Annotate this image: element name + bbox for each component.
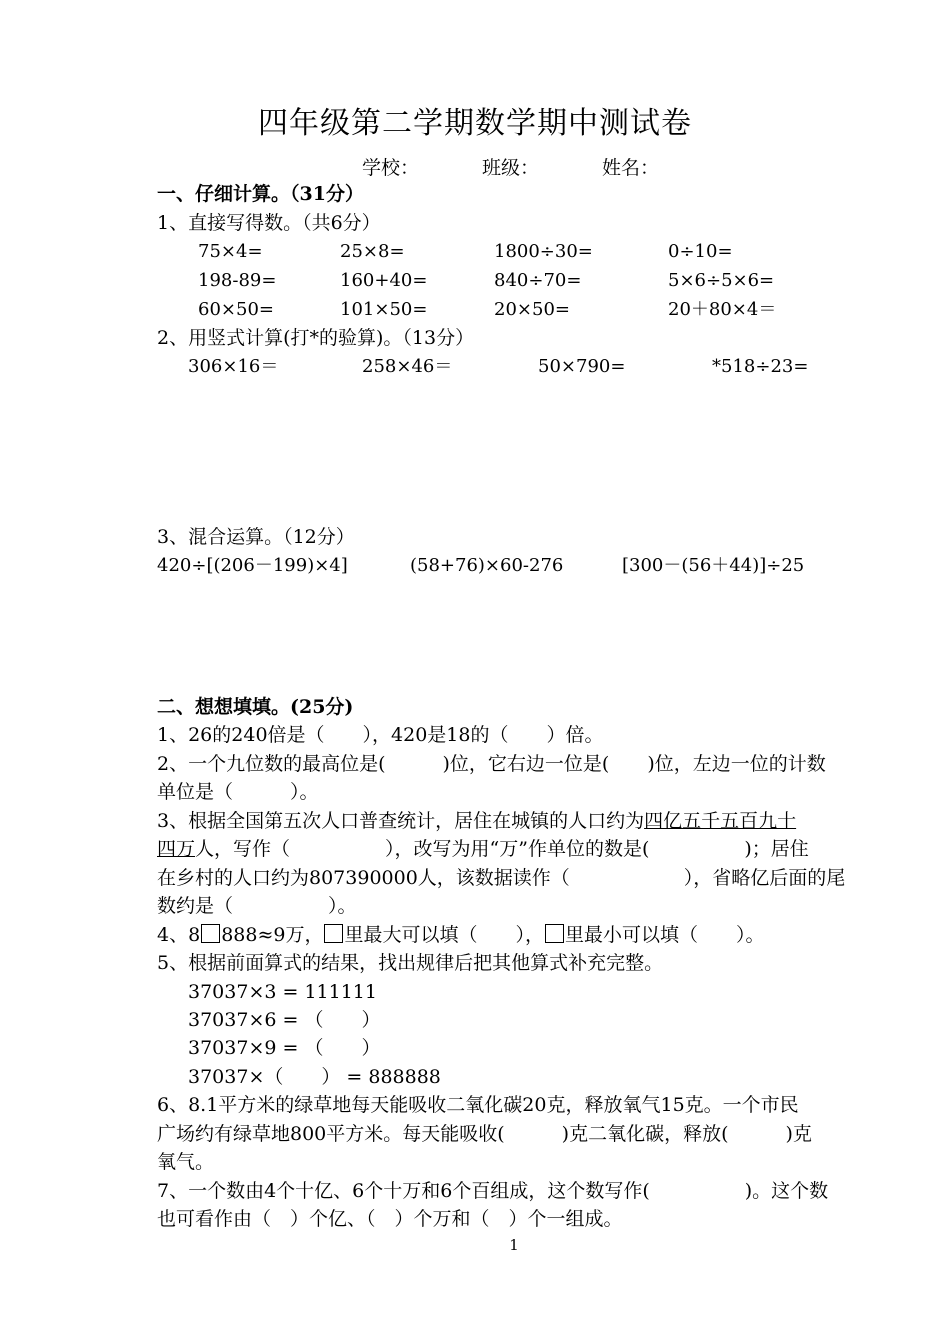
fill-q4-text: 888≈9万， [221, 924, 324, 946]
vertical-calc-item: 306×16＝ [188, 356, 279, 377]
mixed-calc-item: 420÷[(206－199)×4] [157, 555, 348, 576]
q3-label: 3、混合运算。（12分） [157, 526, 355, 548]
fill-q3-text: 3、根据全国第五次人口普查统计，居住在城镇的人口约为 [157, 810, 645, 832]
mixed-calc-item: [300－(56＋44)]÷25 [622, 555, 805, 576]
section-2-heading: 二、想想填填。(25分) [157, 696, 354, 718]
fill-q3-text: 人，写作（ ），改写为用“万”作单位的数是( )；居住 [195, 838, 809, 860]
calc-item: 840÷70= [494, 270, 582, 291]
fill-q6-line1: 6、8.1平方米的绿草地每天能吸收二氧化碳20克，释放氧气15克。一个市民 [157, 1094, 799, 1116]
student-info [362, 154, 659, 182]
vertical-calc-item: 50×790= [538, 356, 626, 377]
fill-q3-line2 [157, 835, 877, 863]
vertical-calc-item: *518÷23= [712, 356, 809, 377]
calc-item: 60×50= [198, 299, 274, 320]
fill-q2-line2: 单位是（ ）。 [157, 781, 319, 803]
answer-box[interactable] [324, 924, 343, 943]
calc-item: 0÷10= [668, 241, 733, 262]
pattern-line: 37037×3 = 111111 [188, 981, 377, 1003]
fill-q4-text: 里最大可以填（ ）， [344, 924, 544, 946]
calc-item: 198-89= [198, 270, 277, 291]
fill-q7-line2: 也可看作由（ ）个亿、（ ）个万和（ ）个一组成。 [157, 1208, 623, 1230]
class-label: 班级： [482, 157, 540, 179]
calc-item: 20＋80×4＝ [668, 299, 777, 320]
answer-box[interactable] [545, 924, 564, 943]
page-title: 四年级第二学期数学期中测试卷 [258, 106, 692, 141]
fill-q6-line2: 广场约有绿草地800平方米。每天能吸收( )克二氧化碳，释放( )克 [157, 1123, 812, 1145]
answer-box[interactable] [201, 924, 220, 943]
fill-q7-line1: 7、一个数由4个十亿、6个十万和6个百组成，这个数写作( )。这个数 [157, 1180, 829, 1202]
pattern-line: 37037×6 = （ ） [188, 1009, 381, 1031]
fill-q6-line3: 氧气。 [157, 1151, 215, 1173]
fill-q3-line3: 在乡村的人口约为807390000人，该数据读作（ ），省略亿后面的尾 [157, 867, 846, 889]
fill-q4-text: 4、8 [157, 924, 201, 946]
pattern-line: 37037×（ ） = 888888 [188, 1066, 441, 1088]
name-label: 姓名： [602, 157, 660, 179]
section-1-heading: 一、仔细计算。（31分） [157, 183, 364, 205]
vertical-calc-item: 258×46＝ [362, 356, 453, 377]
fill-q5: 5、根据前面算式的结果，找出规律后把其他算式补充完整。 [157, 952, 664, 974]
underlined-number-words: 四亿五千五百九十 [644, 810, 797, 832]
q1-label: 1、直接写得数。（共6分） [157, 212, 381, 234]
fill-q4 [157, 921, 877, 949]
fill-q1: 1、26的240倍是（ ），420是18的（ ）倍。 [157, 724, 604, 746]
calc-item: 25×8= [340, 241, 405, 262]
fill-q3-line1 [157, 807, 877, 835]
calc-item: 1800÷30= [494, 241, 593, 262]
fill-q2-line1: 2、一个九位数的最高位是( )位，它右边一位是( )位，左边一位的计数 [157, 753, 826, 775]
calc-item: 160+40= [340, 270, 428, 291]
fill-q3-line4: 数约是（ ）。 [157, 895, 357, 917]
mixed-calc-item: (58+76)×60-276 [410, 555, 564, 576]
calc-item: 101×50= [340, 299, 428, 320]
calc-item: 20×50= [494, 299, 570, 320]
calc-item: 75×4= [198, 241, 263, 262]
fill-q4-text: 里最小可以填（ ）。 [564, 924, 765, 946]
school-label: 学校： [362, 157, 420, 179]
underlined-number-words: 四万 [157, 838, 196, 860]
pattern-line: 37037×9 = （ ） [188, 1037, 381, 1059]
calc-item: 5×6÷5×6= [668, 270, 775, 291]
page-number: 1 [509, 1236, 519, 1254]
q2-label: 2、用竖式计算(打*的验算)。（13分） [157, 327, 475, 349]
